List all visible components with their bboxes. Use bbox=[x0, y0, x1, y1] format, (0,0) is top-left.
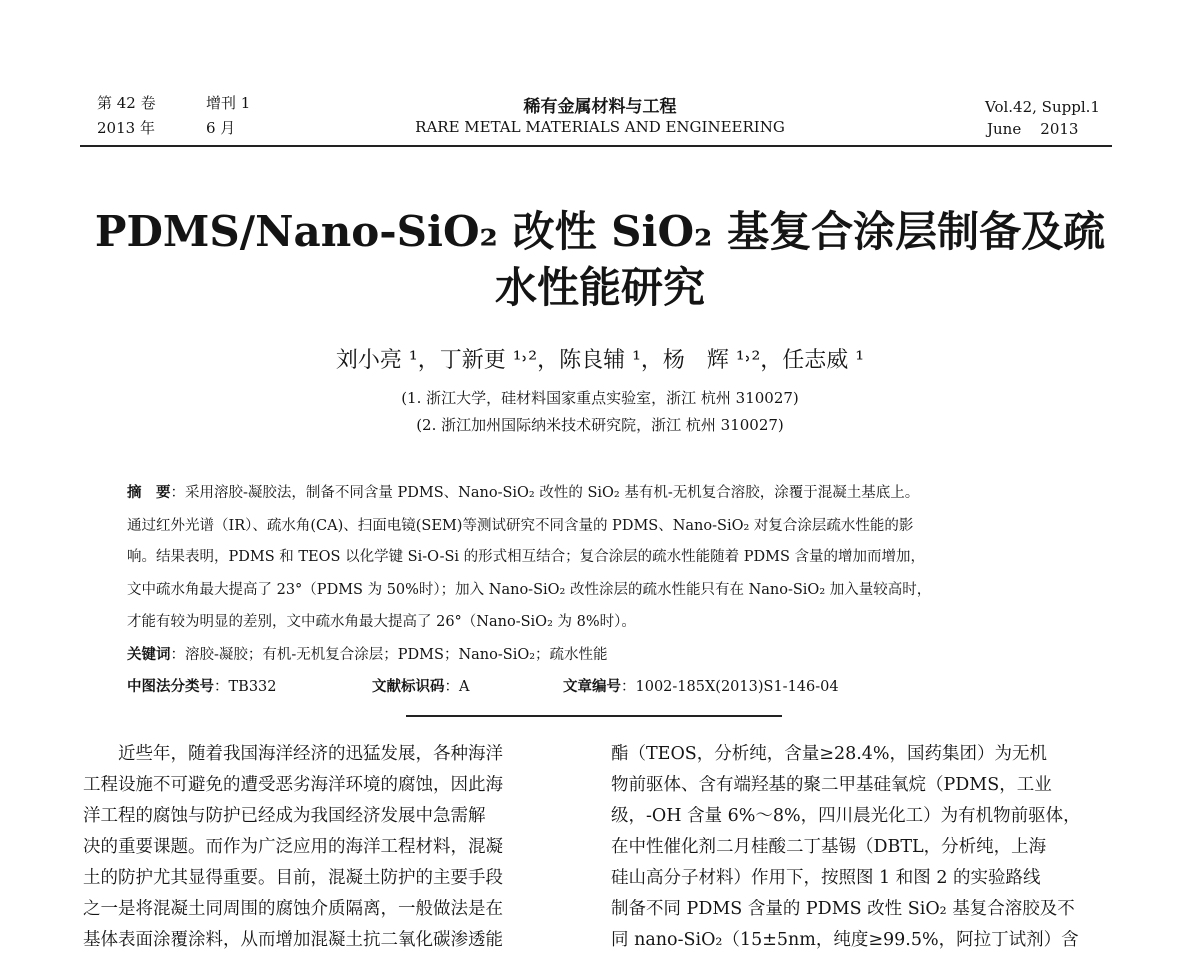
body-left-line-1: 近些年，随着我国海洋经济的迅猛发展，各种海洋 bbox=[83, 744, 503, 764]
header-year-cn: 2013 年 bbox=[97, 119, 155, 137]
article-number: 文章编号：1002-185X(2013)S1-146-04 bbox=[563, 678, 839, 695]
affiliation-1: (1. 浙江大学，硅材料国家重点实验室，浙江 杭州 310027) bbox=[401, 389, 799, 407]
body-left-line-5: 土的防护尤其显得重要。目前，混凝土防护的主要手段 bbox=[83, 868, 503, 888]
header-month-cn: 6 月 bbox=[206, 119, 236, 137]
header-supplement-cn: 增刊 1 bbox=[206, 94, 251, 112]
header-rule bbox=[80, 145, 1112, 147]
abstract-line-4: 文中疏水角最大提高了 23°（PDMS 为 50%时）；加入 Nano-SiO₂ 改性涂层的疏水性能只有在 Nano-SiO₂ 加入量较高时， bbox=[127, 582, 932, 598]
paper-title-line1: PDMS/Nano-SiO₂ 改性 SiO₂ 基复合涂层制备及疏 bbox=[94, 207, 1106, 256]
journal-title-en: RARE METAL MATERIALS AND ENGINEERING bbox=[415, 118, 785, 136]
body-right-line-3: 级，-OH 含量 6%～8%，四川晨光化工）为有机物前驱体， bbox=[611, 806, 1081, 826]
abstract-line-1: 摘 要：采用溶胶-凝胶法，制备不同含量 PDMS、Nano-SiO₂ 改性的 SiO₂ 基有机-无机复合溶胶，涂覆于混凝土基底上。 bbox=[127, 484, 920, 501]
abstract-separator bbox=[406, 715, 782, 717]
body-left-line-3: 洋工程的腐蚀与防护已经成为我国经济发展中急需解 bbox=[83, 806, 486, 826]
body-left-line-2: 工程设施不可避免的遭受恶劣海洋环境的腐蚀，因此海 bbox=[83, 775, 503, 795]
authors: 刘小亮 ¹，丁新更 ¹˒²，陈良辅 ¹，杨 辉 ¹˒²，任志威 ¹ bbox=[335, 348, 865, 373]
keywords-label: 关键词 bbox=[127, 646, 171, 663]
abstract-line-2: 通过红外光谱（IR）、疏水角(CA)、扫面电镜(SEM)等测试研究不同含量的 PDMS、Nano-SiO₂ 对复合涂层疏水性能的影 bbox=[127, 518, 914, 534]
paper-title-line2: 水性能研究 bbox=[494, 263, 705, 312]
affiliation-2: (2. 浙江加州国际纳米技术研究院，浙江 杭州 310027) bbox=[416, 416, 784, 434]
journal-title-cn: 稀有金属材料与工程 bbox=[523, 97, 677, 117]
abstract-line-3: 响。结果表明，PDMS 和 TEOS 以化学键 Si-O-Si 的形式相互结合；复合涂层的疏水性能随着 PDMS 含量的增加而增加， bbox=[127, 549, 926, 565]
body-right-line-4: 在中性催化剂二月桂酸二丁基锡（DBTL，分析纯，上海 bbox=[611, 837, 1047, 857]
body-right-line-6: 制备不同 PDMS 含量的 PDMS 改性 SiO₂ 基复合溶胶及不 bbox=[611, 899, 1075, 919]
clc-number: 中图法分类号：TB332 bbox=[127, 678, 277, 695]
header-volume-cn: 第 42 卷 bbox=[97, 94, 156, 112]
body-right-line-1: 酯（TEOS，分析纯，含量≥28.4%，国药集团）为无机 bbox=[611, 744, 1048, 764]
body-left-line-6: 之一是将混凝土同周围的腐蚀介质隔离，一般做法是在 bbox=[83, 899, 503, 919]
header-volume-en: Vol.42, Suppl.1 bbox=[985, 98, 1100, 116]
body-right-line-5: 硅山高分子材料）作用下，按照图 1 和图 2 的实验路线 bbox=[611, 868, 1041, 888]
header-date-en: June 2013 bbox=[987, 120, 1079, 138]
body-left-line-4: 决的重要课题。而作为广泛应用的海洋工程材料，混凝 bbox=[83, 837, 503, 857]
body-right-line-2: 物前驱体、含有端羟基的聚二甲基硅氧烷（PDMS，工业 bbox=[611, 775, 1052, 795]
document-code: 文献标识码：A bbox=[372, 678, 470, 695]
abstract-line-5: 才能有较为明显的差别，文中疏水角最大提高了 26°（Nano-SiO₂ 为 8%时）。 bbox=[127, 614, 636, 630]
body-right-line-7: 同 nano-SiO₂（15±5nm，纯度≥99.5%，阿拉丁试剂）含 bbox=[611, 930, 1079, 950]
abstract-label: 摘 要 bbox=[127, 484, 171, 501]
body-left-line-7: 基体表面涂覆涂料，从而增加混凝土抗二氧化碳渗透能 bbox=[83, 930, 503, 950]
keywords: 关键词：溶胶-凝胶；有机-无机复合涂层；PDMS；Nano-SiO₂；疏水性能 bbox=[127, 646, 608, 663]
